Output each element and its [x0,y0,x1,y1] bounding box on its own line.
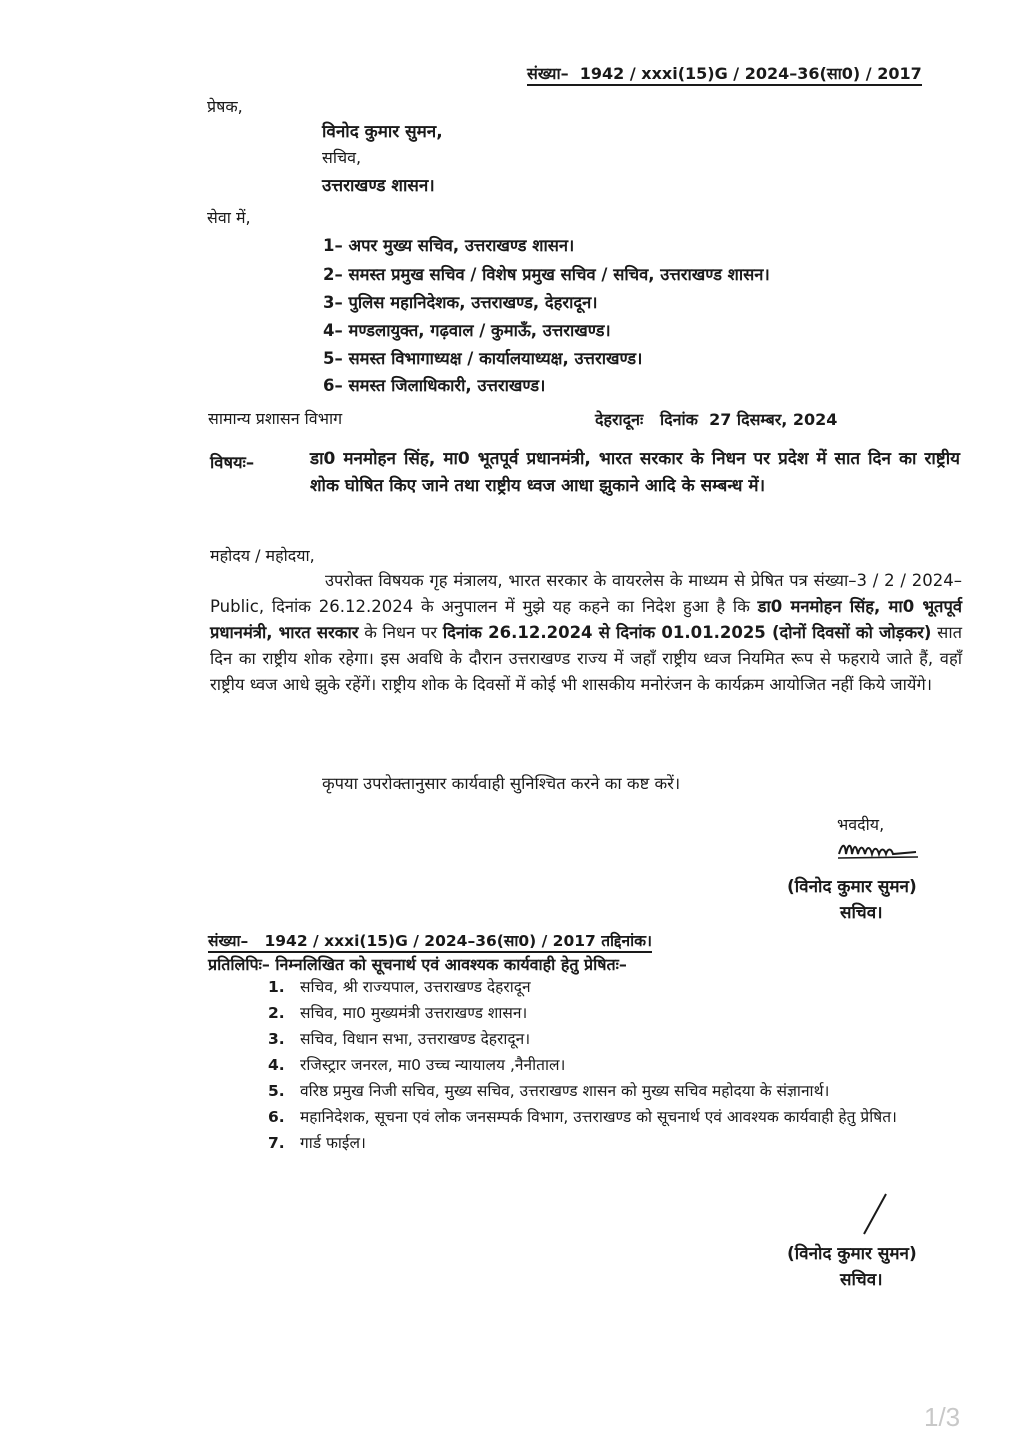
subject-text: डा0 मनमोहन सिंह, मा0 भूतपूर्व प्रधानमंत्री, भारत सरकार के निधन पर प्रदेश में सात दिन का राष्ट्रीय शोक घोषित किए जाने तथा राष्ट्रीय ध्वज आधा झुकाने आदि के सम्बन्ध में। [310,449,960,496]
recipient-item: 5– समस्त विभागाध्यक्ष / कार्यालयाध्यक्ष, उत्तराखण्ड। [323,349,643,368]
signature-scribble [836,836,924,862]
signature-mark [858,1190,892,1238]
body-text-bold: दिनांक 26.12.2024 से दिनांक 01.01.2025 (दोनों दिवसों को जोड़कर) [442,623,932,642]
body-text: सात दिन का राष्ट्रीय शोक रहेगा। इस अवधि के दौरान उत्तराखण्ड राज्य में जहाँ राष्ट्रीय ध्वज नियमित रूप से फहराये जाते हैं, वहाँ राष्ट्रीय ध्वज आधे झुके रहेंगें। राष्ट्रीय शोक के दिवसों में कोई भी शासकीय मनोरंजन के कार्यक्रम आयोजित नहीं किये जायेंगे। [210,623,962,694]
department: सामान्य प्रशासन विभाग [208,409,343,428]
body-text: के निधन पर [358,623,443,642]
body-text-bold: डा0 मनमोहन सिंह, मा0 भूतपूर्व प्रधानमंत्री, भारत सरकार [210,597,962,642]
recipient-item: 3– पुलिस महानिदेशक, उत्तराखण्ड, देहरादून। [323,293,598,312]
body-paragraph-1 [210,568,962,698]
sender-designation: सचिव, [322,148,362,167]
copy-list [268,976,960,1158]
sender-label: प्रेषक, [207,97,243,116]
signature-closing: भवदीय, [837,815,885,834]
list-item: 1. सचिव, श्री राज्यपाल, उत्तराखण्ड देहरादून [268,978,531,996]
recipients-label: सेवा में, [207,208,251,227]
copy-reference: संख्या– 1942 / xxxi(15)G / 2024–36(सा0) / 2017 तद्दिनांक। [208,929,652,953]
recipient-item: 2– समस्त प्रमुख सचिव / विशेष प्रमुख सचिव / सचिव, उत्तराखण्ड शासन। [323,265,770,284]
list-item: 4. रजिस्ट्रार जनरल, मा0 उच्च न्यायालय ,नैनीताल। [268,1056,566,1074]
page-indicator: 1/3 [924,1402,961,1432]
list-item: 3. सचिव, विधान सभा, उत्तराखण्ड देहरादून। [268,1030,531,1048]
signatory-name: (विनोद कुमार सुमन) [787,877,917,897]
recipient-item: 1– अपर मुख्य सचिव, उत्तराखण्ड शासन। [323,236,575,255]
signatory-name-2: (विनोद कुमार सुमन) [787,1244,917,1264]
body-text: उपरोक्त विषयक गृह मंत्रालय, भारत सरकार के वायरलेस के माध्यम से प्रेषित पत्र संख्या–3 / 2 / 2024–Public, दिनांक 26.12.2024 के अनुपालन में मुझे यह कहने का निदेश हुआ है कि [210,571,962,616]
place-date: देहरादूनः दिनांक 27 दिसम्बर, 2024 [595,410,838,429]
body-paragraph-2: कृपया उपरोक्तानुसार कार्यवाही सुनिश्चित करने का कष्ट करें। [322,774,681,793]
sender-office: उत्तराखण्ड शासन। [322,176,435,196]
sender-name: विनोद कुमार सुमन, [322,122,443,142]
reference-label: संख्या– [527,64,569,83]
reference-value: 1942 / xxxi(15)G / 2024–36(सा0) / 2017 [579,64,922,83]
signatory-designation: सचिव। [840,903,883,923]
list-item: 5. वरिष्ठ प्रमुख निजी सचिव, मुख्य सचिव, उत्तराखण्ड शासन को मुख्य सचिव महोदया के संज्ञानार्थ। [268,1082,830,1100]
list-item: 2. सचिव, मा0 मुख्यमंत्री उत्तराखण्ड शासन। [268,1004,528,1022]
salutation: महोदय / महोदया, [210,546,315,565]
recipient-item: 4– मण्डलायुक्त, गढ़वाल / कुमाऊँ, उत्तराखण्ड। [323,321,611,340]
copy-heading: प्रतिलिपिः– निम्नलिखित को सूचनार्थ एवं आवश्यक कार्यवाही हेतु प्रेषितः– [208,955,627,974]
subject-label: विषयः– [210,453,255,472]
list-item: 6. महानिदेशक, सूचना एवं लोक जनसम्पर्क विभाग, उत्तराखण्ड को सूचनार्थ एवं आवश्यक कार्यवाही हेतु प्रेषित। [268,1108,897,1126]
signatory-designation-2: सचिव। [840,1270,883,1290]
reference-number [527,62,922,84]
recipient-item: 6– समस्त जिलाधिकारी, उत्तराखण्ड। [323,376,546,395]
list-item: 7. गार्ड फाईल। [268,1134,366,1152]
